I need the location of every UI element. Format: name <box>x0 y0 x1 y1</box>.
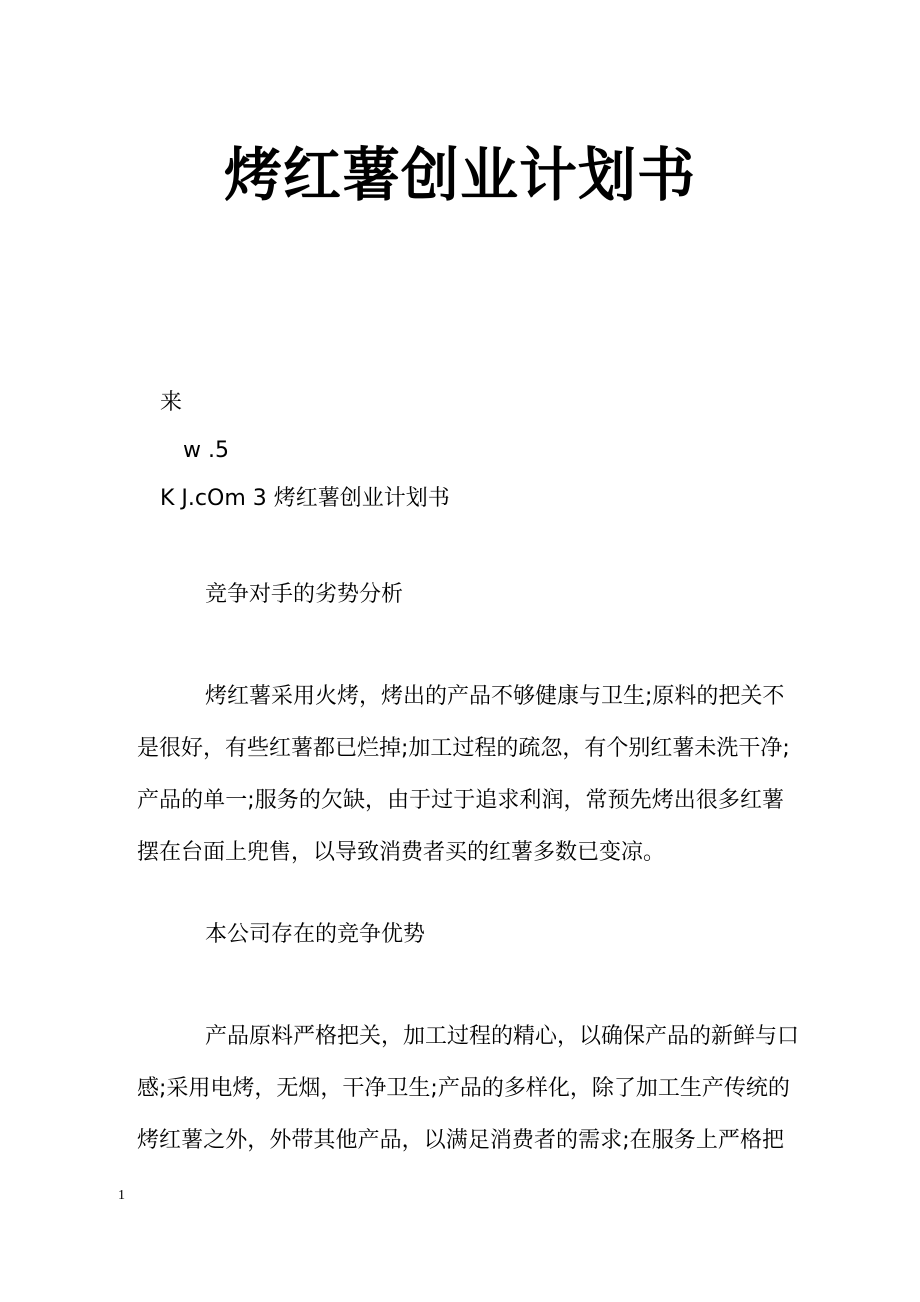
paragraph-line: 产品原料严格把关，加工过程的精心，以确保产品的新鲜与口 <box>205 1024 800 1049</box>
source-line: 来 <box>160 390 183 415</box>
paragraph-line: 摆在台面上兜售，以导致消费者买的红薯多数已变凉。 <box>137 840 666 865</box>
section-heading: 竞争对手的劣势分析 <box>205 582 404 607</box>
paragraph-line: 烤红薯之外，外带其他产品，以满足消费者的需求;在服务上严格把 <box>137 1128 784 1153</box>
source-line: K J.cOm 3 烤红薯创业计划书 <box>160 486 450 511</box>
paragraph-line: 是很好，有些红薯都已烂掉;加工过程的疏忽，有个别红薯未洗干净; <box>137 736 790 761</box>
paragraph-line: 烤红薯采用火烤，烤出的产品不够健康与卫生;原料的把关不 <box>205 684 785 709</box>
section-heading: 本公司存在的竞争优势 <box>205 922 426 947</box>
page-number: 1 <box>118 1188 125 1203</box>
paragraph-line: 感;采用电烤，无烟，干净卫生;产品的多样化，除了加工生产传统的 <box>137 1076 790 1101</box>
paragraph-line: 产品的单一;服务的欠缺，由于过于追求利润，常预先烤出很多红薯 <box>137 788 784 813</box>
document-title: 烤红薯创业计划书 <box>223 141 696 209</box>
source-line: w .5 <box>183 438 229 463</box>
